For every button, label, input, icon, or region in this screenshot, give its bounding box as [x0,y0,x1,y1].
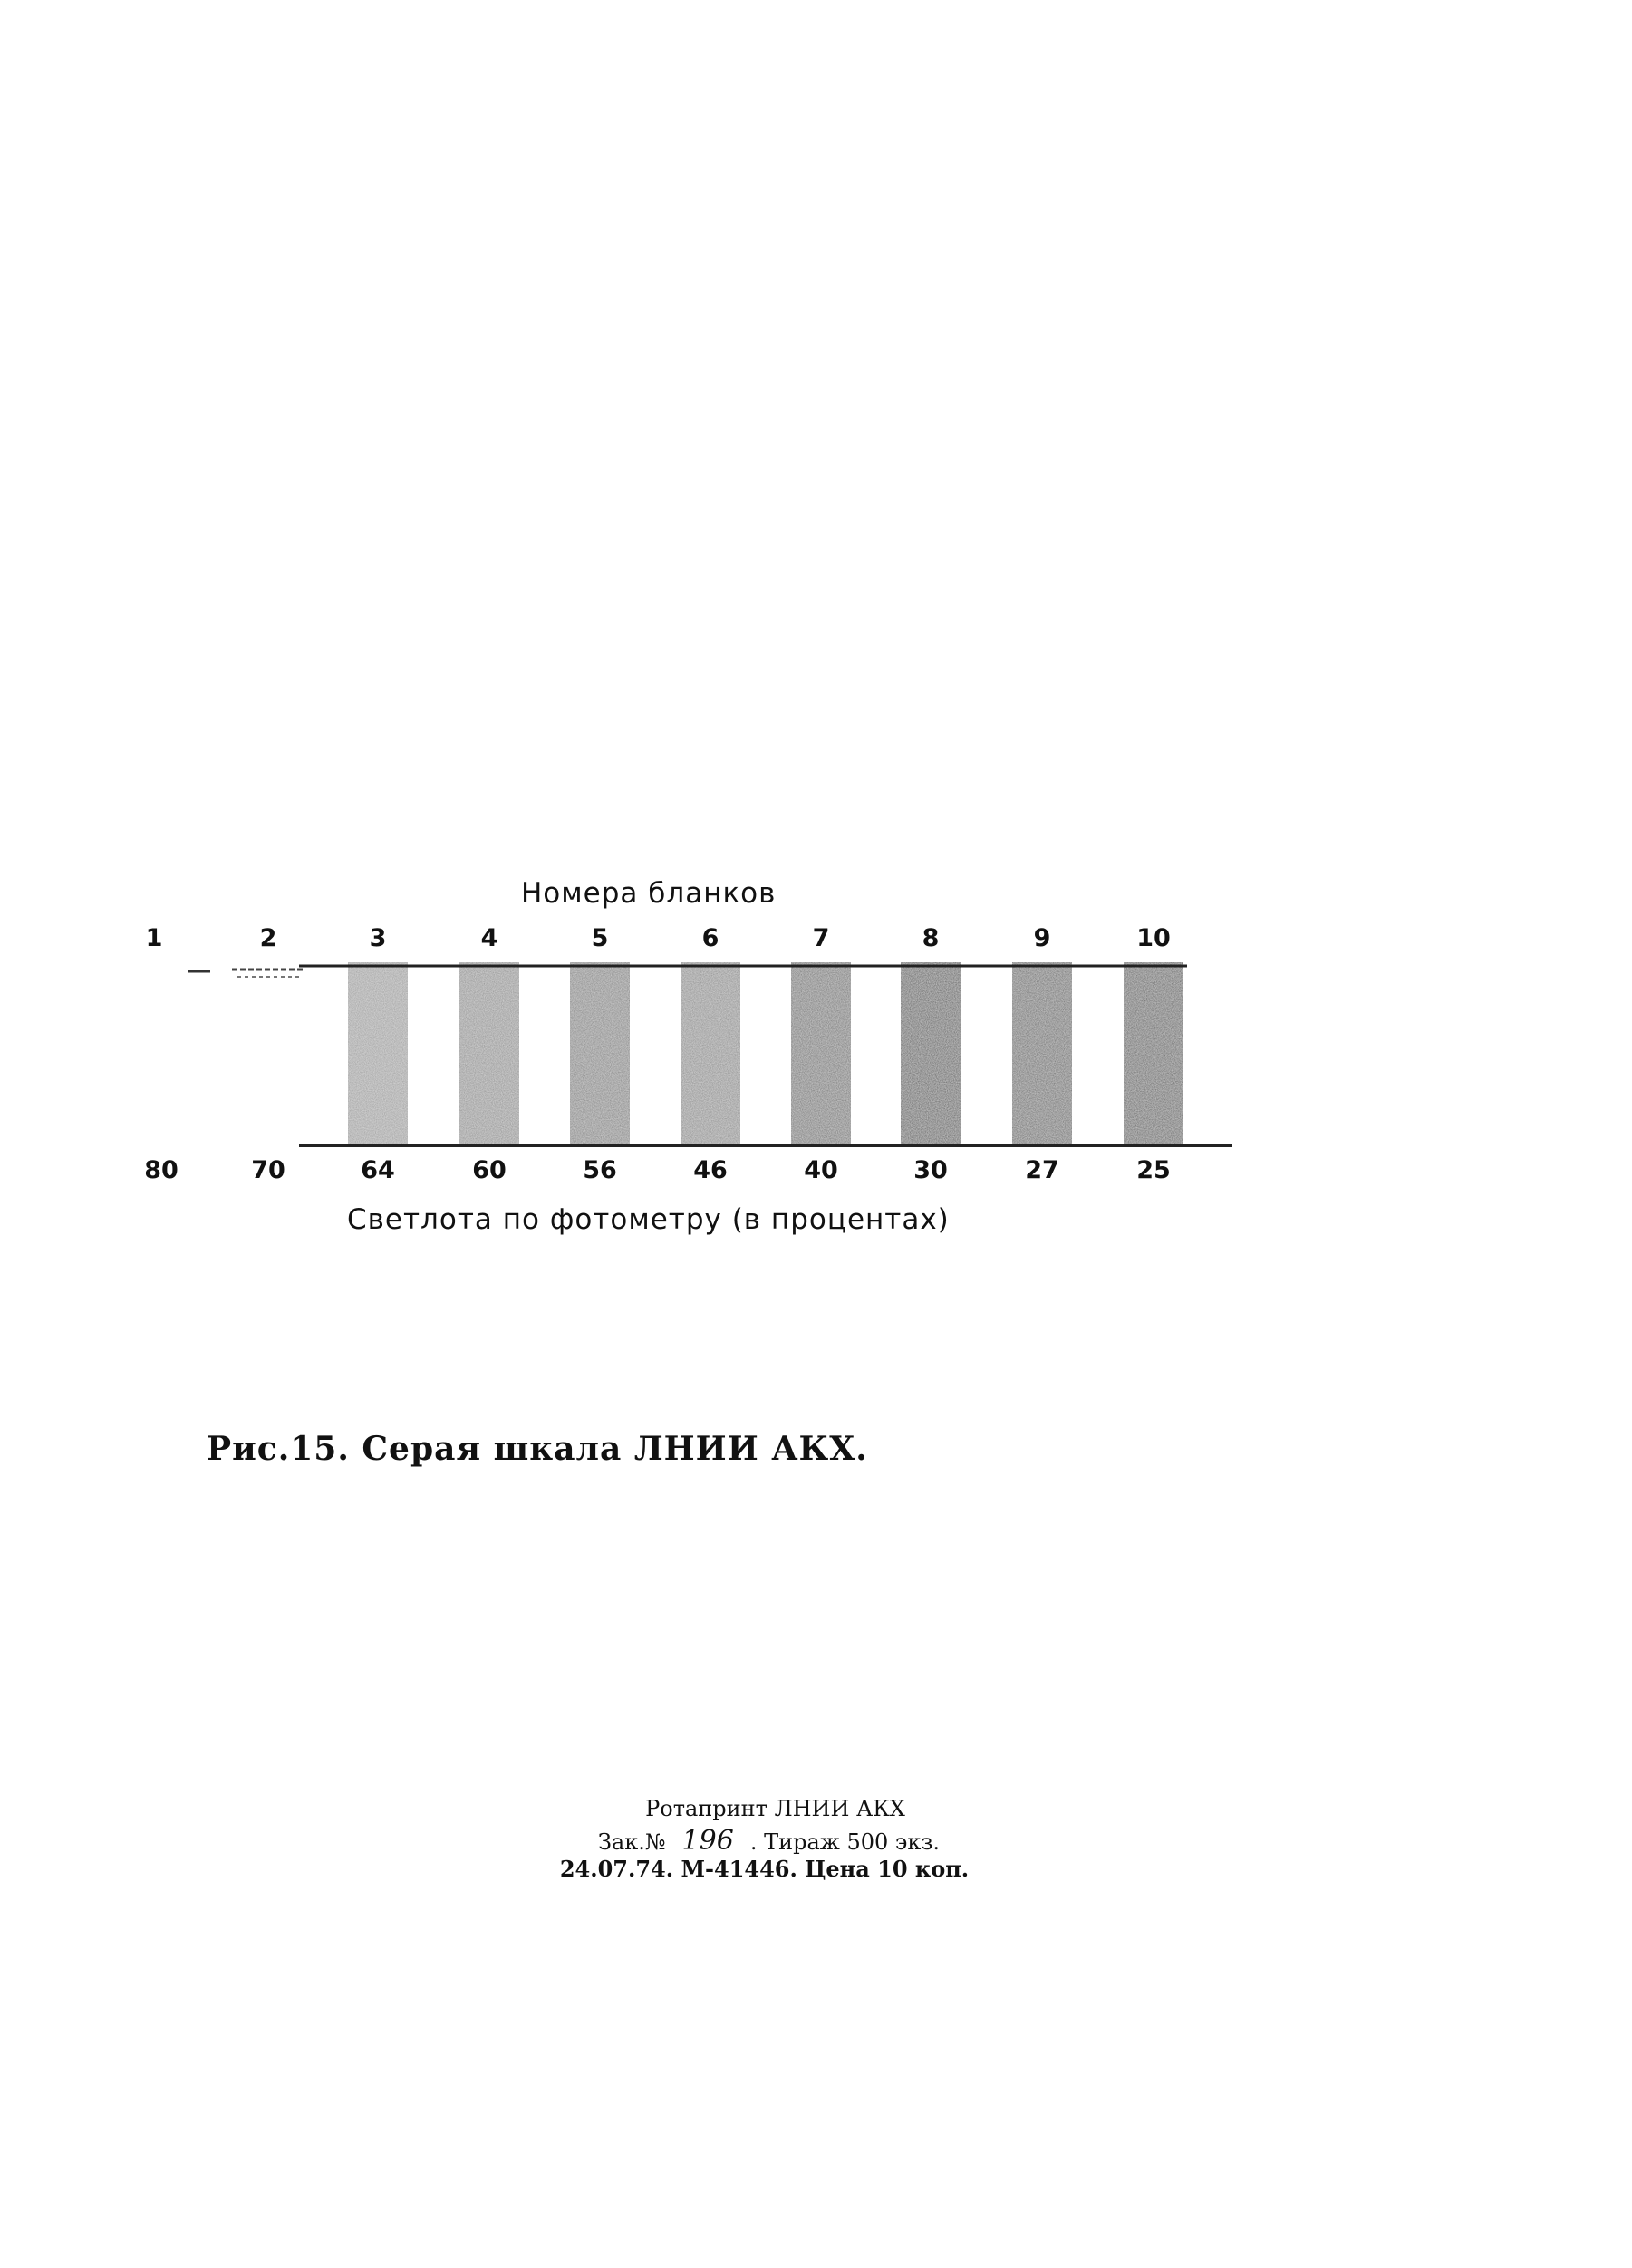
gray-strip-10 [1124,962,1183,1145]
blank-number-10: 10 [1136,924,1171,952]
order-label: Зак.№ [597,1829,666,1855]
gray-strip-5 [570,962,630,1145]
blank-number-2: 2 [259,924,277,952]
lightness-value-1: 80 [144,1156,179,1184]
figure-caption: Рис.15. Серая шкала ЛНИИ АКХ. [207,1430,868,1468]
lightness-value-6: 46 [693,1156,728,1184]
lightness-value-5: 56 [583,1156,617,1184]
blank-number-5: 5 [591,924,609,952]
gray-strip-9 [1012,962,1072,1145]
lightness-value-8: 30 [913,1156,948,1184]
blank-number-3: 3 [369,924,387,952]
imprint-line-2 [0,1825,1585,1857]
strip-2-marks [188,970,304,977]
order-number: 196 [681,1825,734,1857]
lightness-value-3: 64 [361,1156,395,1184]
gray-strip-6 [681,962,740,1145]
gray-strip-4 [459,962,519,1145]
circulation-text: . Тираж 500 экз. [749,1829,941,1855]
lightness-value-2: 70 [251,1156,285,1184]
gray-strip-3 [348,962,408,1145]
blank-number-6: 6 [701,924,719,952]
lightness-value-7: 40 [804,1156,838,1184]
blank-number-9: 9 [1033,924,1051,952]
imprint-line-1: Ротапринт ЛНИИ АКХ [645,1796,905,1821]
blank-number-7: 7 [812,924,830,952]
blank-number-4: 4 [480,924,498,952]
blank-number-8: 8 [922,924,940,952]
blank-number-1: 1 [145,924,163,952]
chart-xlabel: Светлота по фотометру (в процентах) [347,1203,950,1236]
lightness-value-9: 27 [1025,1156,1059,1184]
gray-strip-8 [901,962,961,1145]
gray-strip-7 [791,962,851,1145]
chart-title: Номера бланков [521,877,777,910]
lightness-value-4: 60 [472,1156,507,1184]
imprint-line-3: 24.07.74. М-41446. Цена 10 коп. [559,1856,970,1882]
lightness-value-10: 25 [1136,1156,1171,1184]
